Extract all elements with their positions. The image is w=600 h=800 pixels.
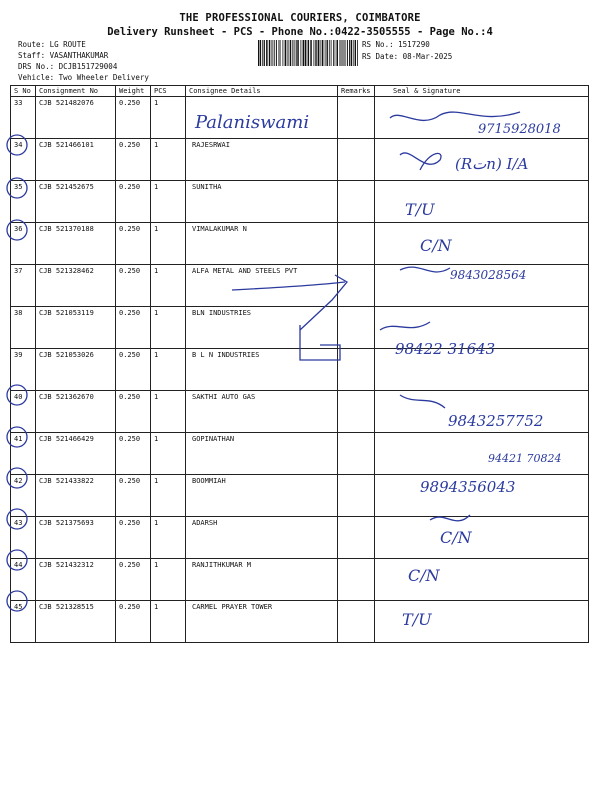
handwritten-mark-45: T/U [402,610,432,629]
handwritten-mark-35: T/U [405,200,435,219]
barcode-bar [284,40,285,66]
cell-remarks [338,349,375,391]
cell-remarks [338,391,375,433]
barcode-bar [260,40,262,66]
barcode-bar [288,40,289,66]
barcode-bar [337,40,339,66]
cell-sno: 36 [11,223,36,265]
barcode-bar [326,40,327,66]
cell-sno: 41 [11,433,36,475]
col-consignee: Consignee Details [186,86,338,97]
cell-signature [375,223,589,265]
barcode-bar [285,40,287,66]
cell-consignment: CJB 521466101 [36,139,116,181]
cell-consignee: ADARSH [186,517,338,559]
handwritten-note-34: (Rتn) I/A [455,155,529,173]
barcode-bar [322,40,324,66]
cell-sno: 39 [11,349,36,391]
barcode-bar [278,40,279,66]
barcode-bar [355,40,356,66]
cell-consignee: CARMEL PRAYER TOWER [186,601,338,643]
handwritten-name-33: Palaniswami [195,112,310,133]
barcode-bar [347,40,348,66]
cell-pcs: 1 [151,181,186,223]
barcode-bar [324,40,325,66]
cell-signature [375,559,589,601]
cell-consignee: RANJITHKUMAR M [186,559,338,601]
cell-remarks [338,433,375,475]
cell-pcs: 1 [151,475,186,517]
barcode-bar [292,40,293,66]
barcode-bar [308,40,310,66]
barcode-bar [300,40,301,66]
rs-no-label: RS No.: 1517290 [362,40,430,49]
table-row [11,223,589,265]
barcode-bar [332,40,333,66]
cell-weight: 0.250 [116,181,151,223]
barcode-bar [329,40,330,66]
company-title: THE PROFESSIONAL COURIERS, COIMBATORE [179,12,421,24]
cell-sno: 33 [11,97,36,139]
barcode-bar [316,40,317,66]
cell-pcs: 1 [151,307,186,349]
cell-consignment: CJB 521432312 [36,559,116,601]
cell-consignee: SUNITHA [186,181,338,223]
cell-sno: 43 [11,517,36,559]
handwritten-phone-38: 98422 31643 [395,340,496,358]
col-remarks: Remarks [338,86,375,97]
cell-pcs: 1 [151,139,186,181]
table-header-row [11,86,589,97]
cell-remarks [338,601,375,643]
cell-remarks [338,475,375,517]
cell-consignment: CJB 521053026 [36,349,116,391]
cell-consignment: CJB 521328462 [36,265,116,307]
barcode-bar [315,40,316,66]
handwritten-phone-37: 9843028564 [450,268,527,282]
col-signature: Seal & Signature [375,86,589,97]
barcode-bar [279,40,280,66]
barcode-bar [272,40,273,66]
barcode-bar [280,40,281,66]
barcode-bar [262,40,263,66]
cell-consignment: CJB 521362670 [36,391,116,433]
cell-weight: 0.250 [116,223,151,265]
barcode-bar [264,40,265,66]
runsheet-subtitle: Delivery Runsheet - PCS - Phone No.:0422-3505555 - Page No.:4 [107,26,493,38]
cell-consignee: ALFA METAL AND STEELS PVT [186,265,338,307]
handwritten-phone-40: 9843257752 [448,412,544,430]
barcode-bar [294,40,295,66]
cell-consignment: CJB 521482076 [36,97,116,139]
barcode-bar [269,40,271,66]
barcode-bar [344,40,345,66]
drs-label: DRS No.: DCJB151729004 [18,62,118,71]
cell-consignment: CJB 521375693 [36,517,116,559]
cell-consignee: BOOMMIAH [186,475,338,517]
cell-consignee: B L N INDUSTRIES [186,349,338,391]
cell-pcs: 1 [151,223,186,265]
cell-consignee: GOPINATHAN [186,433,338,475]
barcode-bar [345,40,346,66]
table-row [11,349,589,391]
cell-pcs: 1 [151,391,186,433]
barcode-bar [343,40,344,66]
cell-weight: 0.250 [116,559,151,601]
cell-remarks [338,265,375,307]
cell-consignment: CJB 521466429 [36,433,116,475]
cell-weight: 0.250 [116,475,151,517]
barcode-bar [349,40,350,66]
barcode-bar [351,40,353,66]
barcode-bar [357,40,358,66]
barcode-bar [305,40,307,66]
cell-sno: 45 [11,601,36,643]
cell-consignee: VIMALAKUMAR N [186,223,338,265]
route-label: Route: LG ROUTE [18,40,86,49]
barcode-bar [310,40,312,66]
cell-remarks [338,223,375,265]
barcode-bar [296,40,297,66]
table-row [11,559,589,601]
cell-weight: 0.250 [116,433,151,475]
cell-weight: 0.250 [116,265,151,307]
handwritten-phone-33: 9715928018 [478,122,561,137]
cell-pcs: 1 [151,97,186,139]
table-row [11,601,589,643]
cell-consignment: CJB 521452675 [36,181,116,223]
vehicle-label: Vehicle: Two Wheeler Delivery [18,73,149,82]
barcode-bar [320,40,321,66]
cell-pcs: 1 [151,349,186,391]
cell-sno: 40 [11,391,36,433]
table-row [11,517,589,559]
barcode-bar [353,40,354,66]
cell-pcs: 1 [151,265,186,307]
barcode-bar [339,40,340,66]
cell-remarks [338,307,375,349]
handwritten-mark-36: C/N [420,236,452,255]
cell-consignment: CJB 521370188 [36,223,116,265]
barcode-bar [290,40,292,66]
cell-weight: 0.250 [116,97,151,139]
col-weight: Weight [116,86,151,97]
cell-weight: 0.250 [116,601,151,643]
cell-pcs: 1 [151,601,186,643]
barcode-bar [335,40,336,66]
cell-remarks [338,559,375,601]
cell-weight: 0.250 [116,139,151,181]
barcode-bar [340,40,341,66]
barcode-bar [313,40,314,66]
staff-label: Staff: VASANTHAKUMAR [18,51,109,60]
handwritten-mark-44: C/N [408,566,440,585]
handwritten-phone-42: 9894356043 [420,478,516,496]
cell-consignment: CJB 521053119 [36,307,116,349]
col-sno: S No [11,86,36,97]
barcode-bar [266,40,268,66]
cell-sno: 44 [11,559,36,601]
barcode-bar [318,40,320,66]
cell-consignee: SAKTHI AUTO GAS [186,391,338,433]
cell-sno: 42 [11,475,36,517]
table-row [11,181,589,223]
table-row [11,307,589,349]
cell-sno: 35 [11,181,36,223]
cell-remarks [338,181,375,223]
cell-consignee: RAJESRWAI [186,139,338,181]
cell-pcs: 1 [151,517,186,559]
cell-remarks [338,139,375,181]
barcode-bar [276,40,277,66]
cell-pcs: 1 [151,433,186,475]
barcode-bar [274,40,275,66]
cell-pcs: 1 [151,559,186,601]
cell-weight: 0.250 [116,307,151,349]
barcode-bar [303,40,305,66]
barcode-bar [333,40,334,66]
handwritten-phone-41: 94421 70824 [488,452,562,465]
cell-consignee: BLN INDUSTRIES [186,307,338,349]
col-pcs: PCS [151,86,186,97]
handwritten-mark-43: C/N [440,528,472,547]
cell-weight: 0.250 [116,349,151,391]
barcode-bar [258,40,259,66]
cell-consignment: CJB 521433822 [36,475,116,517]
cell-weight: 0.250 [116,517,151,559]
barcode-bar [327,40,328,66]
barcode-bar [302,40,303,66]
barcode-image [258,40,358,66]
cell-signature [375,517,589,559]
cell-consignment: CJB 521328515 [36,601,116,643]
barcode-bar [282,40,283,66]
cell-remarks [338,517,375,559]
cell-sno: 38 [11,307,36,349]
barcode-bar [297,40,299,66]
cell-remarks [338,97,375,139]
barcode-bar [341,40,342,66]
rs-date-label: RS Date: 08-Mar-2025 [362,52,453,61]
cell-sno: 37 [11,265,36,307]
cell-weight: 0.250 [116,391,151,433]
cell-sno: 34 [11,139,36,181]
col-consignment: Consignment No [36,86,116,97]
